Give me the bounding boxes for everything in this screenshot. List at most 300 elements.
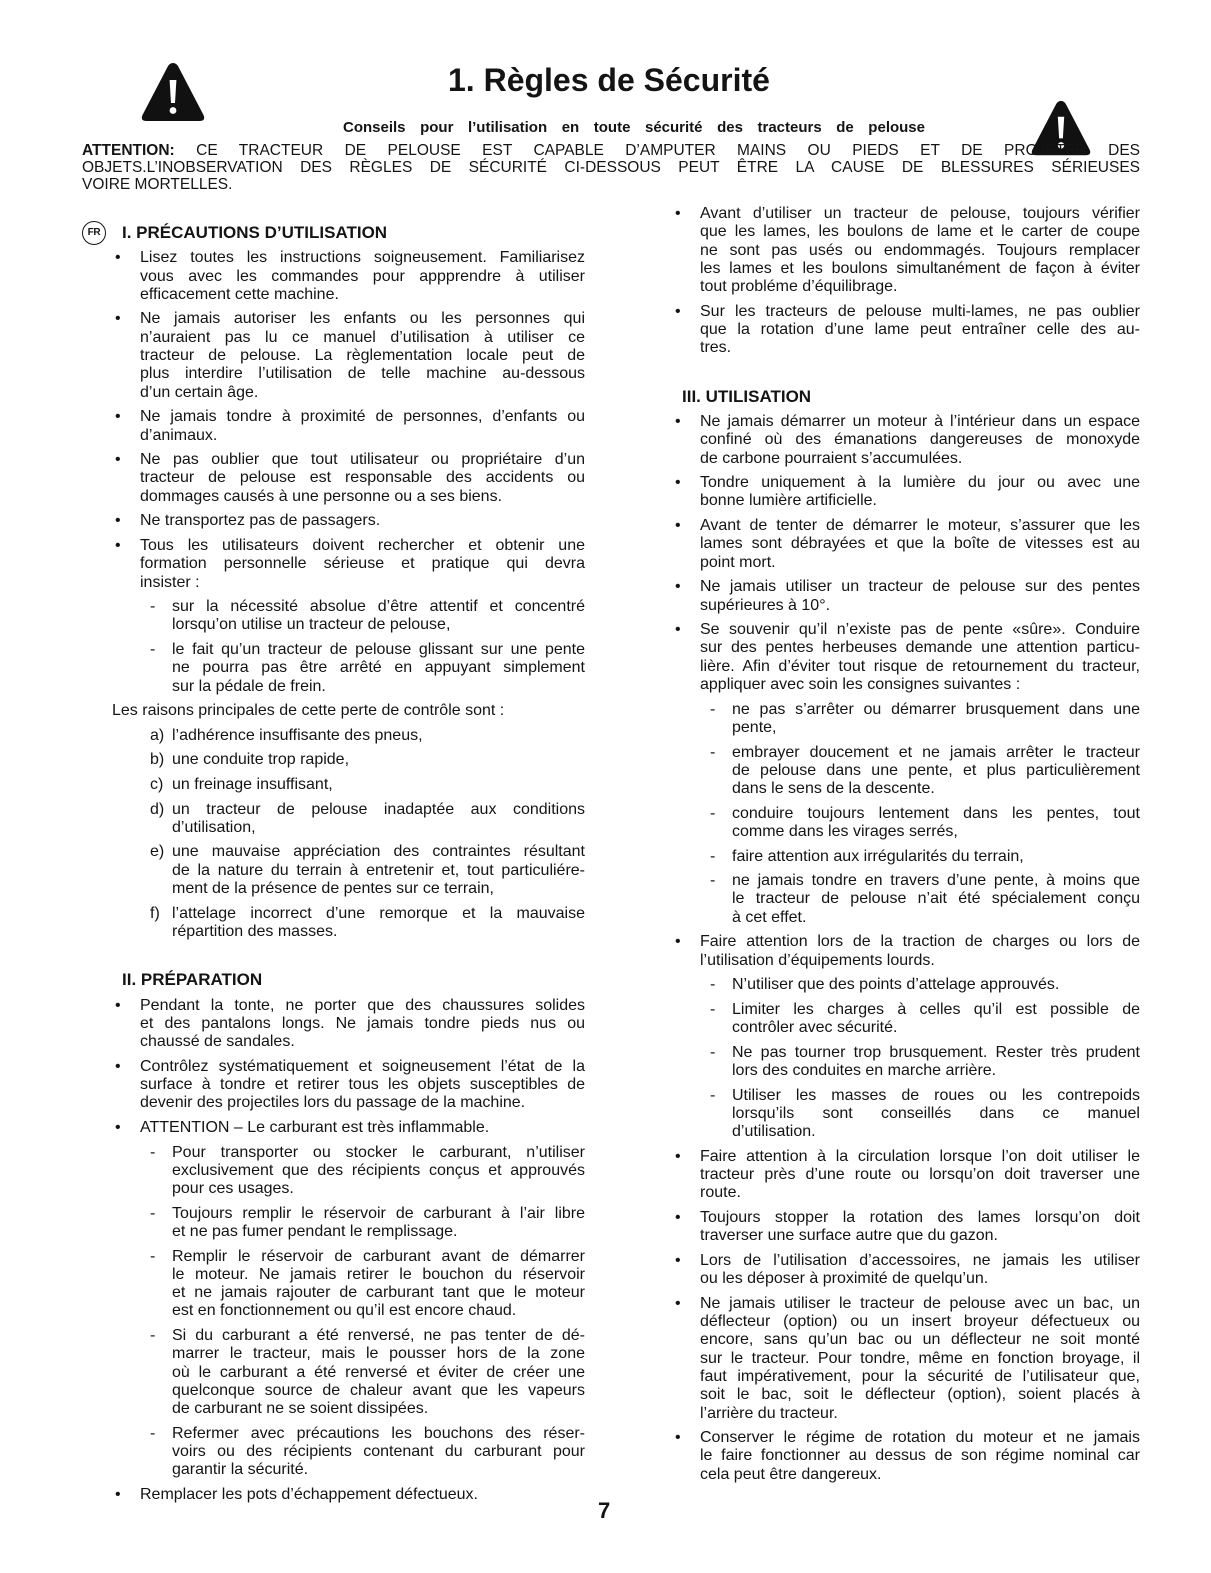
text-line — [172, 751, 585, 769]
text-line-content: quelconque source de chaleur avant que les vapeurs — [172, 1381, 585, 1399]
item-text — [172, 905, 585, 942]
text-line — [172, 641, 585, 659]
text-line-content: pente, — [732, 718, 777, 736]
text-line — [140, 1033, 585, 1051]
text-line-content: Ne jamais démarrer un moteur à l’intérieur dans un espace — [700, 412, 1140, 430]
text-line — [732, 1062, 1140, 1080]
text-line — [172, 1461, 585, 1479]
text-line-content: un tracteur de pelouse inadaptée aux conditions — [172, 800, 585, 818]
bullet-item — [672, 474, 1140, 511]
text-line-content: Utiliser les masses de roues ou les contrepoids — [732, 1086, 1140, 1104]
item-text — [700, 517, 1140, 572]
item-text — [140, 512, 585, 530]
attention-line-text — [82, 142, 1140, 159]
text-line — [700, 535, 1140, 553]
text-line-content: déflecteur (option) ou un insert broyeur défectueux ou — [700, 1313, 1140, 1331]
lettered-item — [112, 776, 585, 794]
text-line-content: Remplacer les pots d’échappement défectueux. — [140, 1486, 478, 1504]
text-line-content: Se souvenir qu’il n’existe pas de pente «sûre». Conduire — [700, 621, 1140, 639]
item-text — [700, 474, 1140, 511]
text-line — [172, 727, 585, 745]
text-line-content: de carbone pourraient s’accumulées. — [700, 449, 963, 467]
dash-marker: - — [150, 1424, 156, 1442]
text-line-content: le faire fonctionner au dessus de son régime nominal car — [700, 1447, 1140, 1465]
text-line-content: Contrôlez systématiquement et soigneusement l’état de la — [140, 1057, 585, 1075]
dash-item — [112, 1144, 585, 1199]
dash-marker: - — [710, 1086, 716, 1104]
text-line-content: efficacement cette machine. — [140, 285, 339, 303]
text-line-content: Si du carburant a été renversé, ne pas tenter de dé- — [172, 1327, 585, 1345]
text-line — [172, 598, 585, 616]
text-line-content: d’utilisation, — [172, 818, 256, 836]
text-line-content: et ne pas fumer pendant le remplissage. — [172, 1223, 458, 1240]
text-line — [732, 744, 1140, 762]
text-line — [172, 1443, 585, 1461]
text-line-content: Limiter les charges à celles qu’il est possible de — [732, 1000, 1140, 1018]
dash-marker: - — [710, 1043, 716, 1061]
right-column — [672, 205, 1140, 1484]
item-text — [140, 1058, 585, 1113]
text-line-content: ou les déposer à proximité de quelqu’un. — [700, 1270, 989, 1288]
text-line-content: supérieures à 10°. — [700, 596, 831, 614]
item-text — [700, 933, 1140, 970]
text-line — [700, 1331, 1140, 1349]
bullet-item — [112, 537, 585, 592]
text-line-content: l’utilisation d’équipements lourds. — [700, 951, 935, 969]
text-line — [172, 659, 585, 677]
item-text — [700, 578, 1140, 615]
text-line — [732, 1087, 1140, 1105]
text-line — [732, 780, 1140, 798]
text-line — [732, 701, 1140, 719]
bullet-item — [672, 1148, 1140, 1203]
item-text — [732, 976, 1140, 994]
text-line — [172, 843, 585, 861]
text-line — [700, 242, 1140, 260]
text-line — [732, 909, 1140, 927]
item-text — [700, 205, 1140, 296]
attention-text: OBJETS.L’INOBSERVATION DES RÈGLES DE SÉCURITÉ CI-DESSOUS PEUT ÊTRE LA CAUSE DE BLESSURES SÉRIEUSES — [82, 158, 1140, 176]
bullet-item — [672, 205, 1140, 296]
bullet-marker: • — [115, 512, 121, 530]
text-line — [732, 1044, 1140, 1062]
attention-warning — [82, 142, 1140, 193]
text-line-content: l’arrière du tracteur. — [700, 1404, 838, 1422]
dash-marker: - — [150, 1204, 156, 1222]
text-line-content: sur le tracteur. Pour tondre, même en fonction broyage, il — [700, 1349, 1140, 1367]
dash-item — [112, 641, 585, 696]
text-line — [700, 260, 1140, 278]
item-text — [732, 744, 1140, 799]
text-line-content: répartition des masses. — [172, 922, 338, 940]
text-line — [700, 517, 1140, 535]
text-line — [140, 574, 585, 592]
page-title: 1. Règles de Sécurité — [448, 62, 770, 98]
item-text — [172, 1248, 585, 1321]
text-line — [732, 848, 1140, 866]
text-line — [700, 554, 1140, 572]
text-line — [172, 1327, 585, 1345]
text-line — [732, 1123, 1140, 1141]
attention-line — [82, 176, 1140, 193]
text-line-content: tres. — [700, 339, 732, 357]
text-line — [700, 621, 1140, 639]
text-line — [732, 823, 1140, 841]
item-text — [732, 701, 1140, 738]
bullet-item — [672, 1295, 1140, 1423]
item-text — [732, 848, 1140, 866]
text-line-content: ne pourra pas être arrêté en appuyant simplement — [172, 659, 585, 677]
attention-text: VOIRE MORTELLES. — [82, 175, 233, 193]
text-line — [172, 1205, 585, 1223]
dash-marker: - — [710, 743, 716, 761]
bullet-item — [112, 310, 585, 401]
item-label: e) — [150, 843, 165, 861]
text-line — [172, 1144, 585, 1162]
bullet-marker: • — [115, 996, 121, 1014]
dash-marker: - — [710, 847, 716, 865]
item-text — [172, 1327, 585, 1418]
text-line-content: tracteur de pelouse. La règlementation locale peut de — [140, 347, 585, 365]
dash-marker: - — [150, 1143, 156, 1161]
language-badge-icon: FR — [82, 221, 106, 245]
text-line-content: Pendant la tonte, ne porter que des chaussures solides — [140, 996, 585, 1014]
text-line — [172, 1425, 585, 1443]
bullet-marker: • — [675, 517, 681, 535]
text-line — [700, 952, 1140, 970]
item-text — [700, 303, 1140, 358]
text-line-content: que les lames, les boulons de lame et le carter de coupe — [700, 223, 1140, 241]
bullet-item — [672, 517, 1140, 572]
text-line-content: pour ces usages. — [172, 1180, 294, 1198]
item-text — [172, 1144, 585, 1199]
text-line — [172, 923, 585, 941]
text-line — [140, 512, 585, 530]
text-line-content: N’utiliser que des points d’attelage approuvés. — [732, 976, 1060, 994]
item-text — [172, 1205, 585, 1242]
text-line-content: l’adhérence insuffisante des pneus, — [172, 726, 423, 744]
text-line-content: lorsqu’on utilise un tracteur de pelouse, — [172, 616, 451, 634]
text-line-content: faut impérativement, pour la sécurité de l’utilisateur que, — [700, 1367, 1140, 1385]
text-line-content: Avant de tenter de démarrer le moteur, s’assurer que les — [700, 517, 1140, 535]
item-text — [172, 843, 585, 898]
text-line — [700, 933, 1140, 951]
dash-marker: - — [150, 598, 156, 616]
bullet-marker: • — [675, 1294, 681, 1312]
warning-triangle-icon — [140, 60, 206, 124]
dash-marker: - — [710, 976, 716, 994]
text-line-content: ne pas s’arrêter ou démarrer brusquement dans une — [732, 700, 1140, 718]
text-line-content: Ne transportez pas de passagers. — [140, 512, 381, 530]
text-line — [700, 658, 1140, 676]
dash-item — [672, 1087, 1140, 1142]
text-line — [172, 905, 585, 923]
text-line-content: vous avec les commandes pour appprendre à utiliser — [140, 267, 585, 285]
item-text — [732, 1087, 1140, 1142]
text-line-content: une mauvaise appréciation des contraintes résultant — [172, 843, 585, 861]
bullet-item — [112, 512, 585, 530]
text-line-content: que la rotation d’une lame peut entraîner celle des au- — [700, 321, 1140, 339]
text-line-content: plus interdire l’utilisation de telle machine au-dessous — [140, 365, 585, 383]
item-text — [700, 413, 1140, 468]
bullet-item — [672, 1209, 1140, 1246]
bullet-marker: • — [675, 205, 681, 222]
text-line-content: Faire attention à la circulation lorsque l’on doit utiliser le — [700, 1147, 1140, 1165]
text-line-content: d’animaux. — [140, 426, 218, 444]
item-text — [140, 451, 585, 506]
text-line — [700, 597, 1140, 615]
text-line — [700, 321, 1140, 339]
text-line — [172, 1302, 585, 1320]
text-line — [732, 762, 1140, 780]
page-number: 7 — [598, 1498, 611, 1523]
dash-item — [672, 848, 1140, 866]
text-line-content: contrôler avec sécurité. — [732, 1019, 898, 1037]
item-text — [700, 621, 1140, 694]
bullet-item — [112, 249, 585, 304]
dash-item — [672, 976, 1140, 994]
bullet-marker: • — [675, 578, 681, 596]
text-line — [700, 1252, 1140, 1270]
text-line-content: Faire attention lors de la traction de charges ou lors de — [700, 933, 1140, 951]
text-line — [140, 329, 585, 347]
text-line-content: surface à tondre et retirer tous les objets susceptibles de — [140, 1076, 585, 1094]
bullet-marker: • — [675, 1251, 681, 1269]
text-line-content: lière. Afin d’éviter tout risque de retournement du tracteur, — [700, 657, 1140, 675]
item-text — [732, 805, 1140, 842]
text-line-content: sur la pédale de frein. — [172, 677, 326, 695]
item-text — [172, 598, 585, 635]
text-line-content: et des pantalons longs. Ne jamais tondre pieds nus ou — [140, 1014, 585, 1032]
text-line — [700, 223, 1140, 241]
text-line-content: Toujours remplir le réservoir de carburant à l’air libre — [172, 1204, 585, 1222]
section-heading-text: I. PRÉCAUTIONS D’UTILISATION — [122, 223, 388, 242]
item-text — [140, 997, 585, 1052]
item-text — [172, 751, 585, 769]
text-line-content: dans le sens de la descente. — [732, 780, 935, 798]
text-line — [172, 1382, 585, 1400]
text-line-content: ne jamais tondre en travers d’une pente, à moins que — [732, 872, 1140, 890]
bullet-item — [112, 1119, 585, 1137]
text-line-content: comme dans les virages serrés, — [732, 822, 958, 840]
text-line-content: ATTENTION – Le carburant est très inflammable. — [140, 1118, 490, 1136]
text-line — [172, 1284, 585, 1302]
text-line — [140, 1486, 585, 1504]
text-line — [172, 1400, 585, 1418]
lettered-item — [112, 801, 585, 838]
text-line — [732, 872, 1140, 890]
text-line-content: d’un certain âge. — [140, 383, 259, 401]
page-subtitle — [343, 119, 925, 137]
text-line-content: à cet effet. — [732, 908, 807, 926]
text-line — [700, 1368, 1140, 1386]
attention-line — [82, 142, 1140, 159]
text-line-content: appliquer avec soin les consignes suivantes : — [700, 676, 1021, 694]
text-line-content: lorsqu’ils sont conseillés dans ce manuel — [732, 1104, 1140, 1122]
text-line — [732, 1001, 1140, 1019]
text-line — [700, 303, 1140, 321]
text-line-content: embrayer doucement et ne jamais arrêter le tracteur — [732, 743, 1140, 761]
text-line-content: formation personnelle sérieuse et pratique qui devra — [140, 555, 585, 573]
text-line-content: où le carburant a été renversé et éviter de créer une — [172, 1363, 585, 1381]
text-line — [140, 1119, 585, 1137]
text-line — [700, 1313, 1140, 1331]
text-line — [140, 268, 585, 286]
text-line — [700, 431, 1140, 449]
bullet-item — [112, 1058, 585, 1113]
item-text — [732, 1044, 1140, 1081]
text-line — [172, 776, 585, 794]
item-label: f) — [150, 904, 160, 922]
text-line — [172, 1266, 585, 1284]
bullet-item — [672, 1429, 1140, 1484]
text-line-content: Ne jamais autoriser les enfants ou les personnes qui — [140, 310, 585, 328]
bullet-marker: • — [115, 310, 121, 328]
dash-item — [112, 1248, 585, 1321]
bullet-item — [112, 1486, 585, 1504]
text-line-content: d’utilisation. — [732, 1123, 816, 1141]
text-line-content: Toujours stopper la rotation des lames lorsqu’on doit — [700, 1209, 1140, 1226]
text-line — [172, 801, 585, 819]
item-text — [140, 537, 585, 592]
text-line-content: Tondre uniquement à la lumière du jour ou avec une — [700, 474, 1140, 492]
bullet-marker: • — [115, 536, 121, 554]
text-line-content: bonne lumière artificielle. — [700, 492, 877, 510]
text-line-content: encore, sans qu’un bac ou un déflecteur ne soit monté — [700, 1331, 1140, 1349]
text-line-content: soit le bac, soit le déflecteur (option), soient placés à — [700, 1386, 1140, 1404]
text-line-content: Ne jamais utiliser le tracteur de pelouse avec un bac, un — [700, 1294, 1140, 1312]
text-line-content: ment de la présence de pentes sur ce terrain, — [172, 880, 494, 898]
dash-marker: - — [710, 700, 716, 718]
bullet-marker: • — [115, 1057, 121, 1075]
text-line — [140, 310, 585, 328]
text-line-content: confiné où des émanations dangereuses de monoxyde — [700, 431, 1140, 449]
bullet-marker: • — [115, 1118, 121, 1136]
text-line-content: Les raisons principales de cette perte de contrôle sont : — [112, 702, 505, 720]
text-line-content: Remplir le réservoir de carburant avant de démarrer — [172, 1247, 585, 1265]
text-line-content: de la nature du terrain à entretenir et, tout particuliére- — [172, 861, 585, 879]
text-line — [700, 205, 1140, 223]
item-text — [140, 249, 585, 304]
subtitle-text: Conseils pour l’utilisation en toute sécurité des tracteurs de pelouse — [343, 119, 925, 136]
dash-item — [672, 1044, 1140, 1081]
dash-item — [112, 1327, 585, 1418]
text-line — [700, 474, 1140, 492]
text-line-content: insister : — [140, 573, 200, 591]
text-line — [700, 676, 1140, 694]
text-line-content: ne sont pas usés ou endommagés. Toujours remplacer — [700, 241, 1140, 259]
text-line — [732, 1105, 1140, 1123]
text-line-content: Ne jamais tondre à proximité de personnes, d’enfants ou — [140, 408, 585, 426]
text-line-content: voirs ou des récipients contenant du carburant pour — [172, 1443, 585, 1461]
text-line-content: Tous les utilisateurs doivent rechercher et obtenir une — [140, 536, 585, 554]
text-line — [700, 278, 1140, 296]
text-line — [140, 451, 585, 469]
text-line — [700, 639, 1140, 657]
bullet-marker: • — [115, 451, 121, 469]
item-text — [732, 872, 1140, 927]
text-line-content: lors des conduites en marche arrière. — [732, 1062, 997, 1080]
item-label: c) — [150, 775, 164, 793]
text-line-content: lames sont débrayées et que la boîte de vitesses est au — [700, 535, 1140, 553]
bullet-marker: • — [675, 933, 681, 951]
text-line — [700, 1295, 1140, 1313]
dash-marker: - — [710, 1000, 716, 1018]
text-line — [140, 555, 585, 573]
text-line-content: chaussé de sandales. — [140, 1033, 295, 1051]
bullet-item — [672, 933, 1140, 970]
text-line — [700, 1466, 1140, 1484]
text-line — [700, 578, 1140, 596]
bullet-item — [112, 408, 585, 445]
text-line-content: conduire toujours lentement dans les pentes, tout — [732, 804, 1140, 822]
text-line — [112, 702, 585, 720]
text-line — [140, 408, 585, 426]
dash-marker: - — [150, 1247, 156, 1265]
text-line-content: route. — [700, 1184, 741, 1202]
item-label: d) — [150, 800, 165, 818]
paragraph — [112, 702, 585, 720]
text-line-content: garantir la sécurité. — [172, 1461, 309, 1479]
bullet-marker: • — [675, 412, 681, 430]
text-line — [140, 1058, 585, 1076]
attention-text: CE TRACTEUR DE PELOUSE EST CAPABLE D’AMPUTER MAINS OU PIEDS ET DE PROJETER DES — [196, 141, 1140, 159]
text-line-content: faire attention aux irrégularités du terrain, — [732, 847, 1024, 865]
text-line — [732, 1019, 1140, 1037]
item-text — [140, 1119, 585, 1137]
left-column — [87, 223, 585, 1504]
text-line-content: Ne pas oublier que tout utilisateur ou propriétaire d’un — [140, 451, 585, 469]
text-line — [700, 1386, 1140, 1404]
item-text — [140, 1486, 585, 1504]
text-line — [140, 1094, 585, 1112]
bullet-item — [112, 451, 585, 506]
text-line-content: est en fonctionnement ou qu’il est encore chaud. — [172, 1302, 517, 1320]
item-text — [172, 801, 585, 838]
bullet-item — [672, 413, 1140, 468]
text-line — [140, 427, 585, 445]
text-line-content: Lisez toutes les instructions soigneusement. Familiarisez — [140, 249, 585, 267]
subtitle-line — [343, 119, 925, 137]
text-line — [732, 805, 1140, 823]
text-line — [140, 469, 585, 487]
bullet-marker: • — [675, 1147, 681, 1165]
text-line-content: de carburant ne se soient dissipées. — [172, 1400, 429, 1418]
item-text — [700, 1252, 1140, 1289]
text-line-content: le tracteur de pelouse n’ait été spécialement conçu — [732, 890, 1140, 908]
text-line — [732, 976, 1140, 994]
dash-marker: - — [710, 804, 716, 822]
text-line — [172, 616, 585, 634]
bullet-marker: • — [115, 1486, 121, 1504]
text-line-content: les lames et les boulons simultanément de façon à éviter — [700, 259, 1140, 277]
text-line-content: le moteur. Ne jamais retirer le bouchon du réservoir — [172, 1265, 585, 1283]
item-text — [140, 310, 585, 401]
text-line-content: Lors de l’utilisation d’accessoires, ne jamais les utiliser — [700, 1251, 1140, 1269]
dash-item — [672, 744, 1140, 799]
bullet-marker: • — [675, 621, 681, 639]
item-text — [700, 1295, 1140, 1423]
text-line — [140, 365, 585, 383]
text-line — [140, 286, 585, 304]
text-line-content: dommages causés à une personne ou a ses biens. — [140, 487, 503, 505]
attention-line — [82, 159, 1140, 176]
dash-marker: - — [710, 872, 716, 890]
text-line-content: Sur les tracteurs de pelouse multi-lames, ne pas oublier — [700, 302, 1140, 320]
text-line — [172, 862, 585, 880]
item-text — [140, 408, 585, 445]
text-line — [700, 1166, 1140, 1184]
